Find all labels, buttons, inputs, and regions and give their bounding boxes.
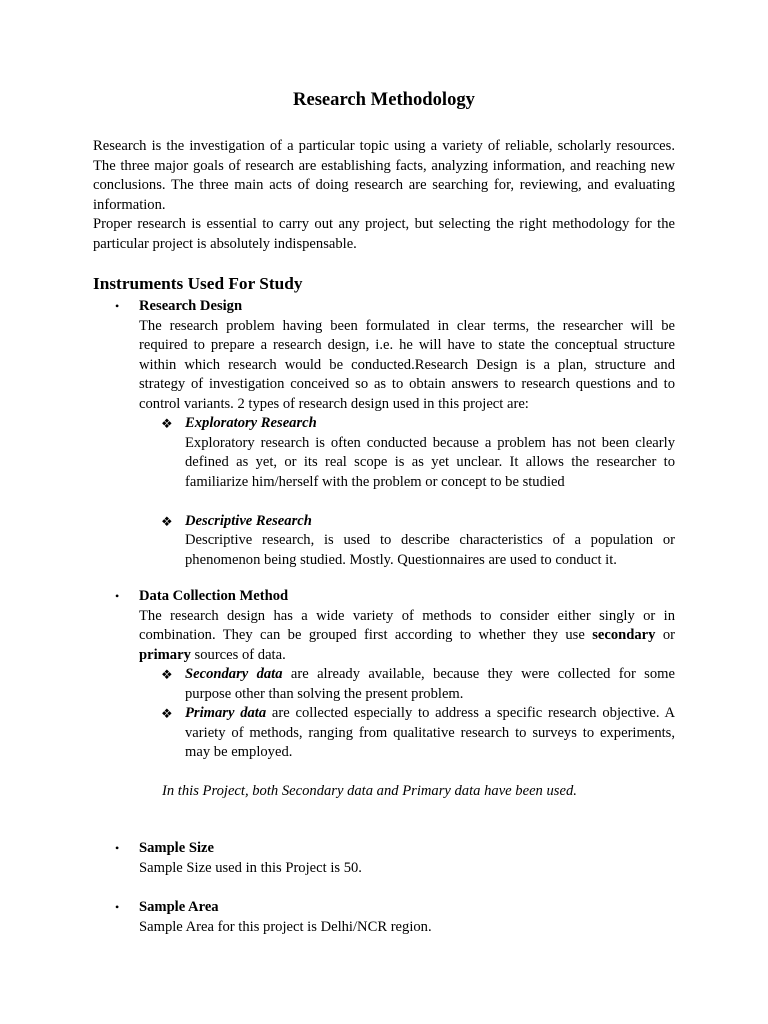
- diamond-bullet-icon: ❖: [161, 706, 173, 721]
- intro-paragraph-2: Proper research is essential to carry out any project, but selecting the right methodology for the particular project is absolutely indispensable.: [93, 216, 675, 252]
- document-title: Research Methodology: [293, 89, 475, 110]
- secondary-data-body: are already available, because they were collected for some purpose other than solving the present problem.: [185, 666, 675, 702]
- section-heading: Instruments Used For Study: [93, 274, 303, 293]
- list-item: [139, 512, 675, 571]
- secondary-data-term: Secondary data: [185, 666, 283, 682]
- exploratory-heading: Exploratory Research: [185, 415, 317, 431]
- list-item: [93, 587, 675, 802]
- research-types-list: [139, 414, 675, 570]
- primary-keyword: primary: [139, 646, 191, 663]
- research-design-body: The research problem having been formulated in clear terms, the researcher will be required to prepare a research design, i.e. he will have to state the conceptual structure within which research would be conducted.Research Design is a plan, structure and strategy of investigation conceived so as to obtain answers to research questions and to control variants. 2 types of research design used in this project are:: [139, 317, 675, 412]
- sample-area-section: [93, 898, 675, 937]
- data-collection-body-end: sources of data.: [194, 646, 286, 663]
- list-item: [139, 665, 675, 704]
- primary-data-item: [185, 704, 675, 763]
- secondary-data-item: [185, 665, 675, 704]
- list-item: [93, 898, 675, 937]
- list-item: [93, 839, 675, 878]
- sample-area-body: Sample Area for this project is Delhi/NCR region.: [139, 918, 432, 935]
- diamond-bullet-icon: ❖: [161, 513, 173, 529]
- descriptive-heading: Descriptive Research: [185, 512, 312, 529]
- data-collection-body-start: The research design has a wide variety of methods to consider either singly or in combination. They can be grouped first according to whether they use: [139, 607, 675, 643]
- sample-size-body: Sample Size used in this Project is 50.: [139, 859, 362, 876]
- primary-data-term: Primary data: [185, 705, 267, 721]
- data-types-list: [139, 665, 675, 763]
- or-word: or: [662, 627, 675, 643]
- bullet-icon: •: [115, 900, 120, 914]
- sample-size-heading: Sample Size: [139, 840, 214, 856]
- exploratory-body: Exploratory research is often conducted because a problem has not been clearly defined as yet, or its real scope is as yet unclear. It allows the researcher to familiarize him/herself with the problem or concept to be studied: [185, 434, 675, 490]
- research-design-heading: Research Design: [139, 298, 243, 314]
- data-collection-body: [139, 607, 675, 666]
- data-collection-section: [93, 587, 675, 802]
- bullet-icon: •: [115, 841, 120, 855]
- descriptive-body: Descriptive research, is used to describe characteristics of a population or phenomenon being studied. Mostly. Questionnaires are used to conduct it.: [185, 532, 675, 568]
- spacer: [139, 492, 675, 512]
- sample-area-heading: Sample Area: [139, 899, 219, 915]
- sample-size-section: [93, 839, 675, 878]
- list-item: [93, 297, 675, 570]
- bullet-icon: •: [115, 589, 120, 603]
- data-usage-note: In this Project, both Secondary data and Primary data have been used.: [162, 783, 577, 799]
- intro-paragraph-1: Research is the investigation of a particular topic using a variety of reliable, scholarly resources. The three major goals of research are establishing facts, analyzing information, and reaching new conclusions. The three main acts of doing research are searching for, reviewing, and evaluating information.: [93, 138, 675, 213]
- secondary-keyword: secondary: [592, 627, 656, 643]
- spacer: [139, 763, 675, 783]
- list-item: [139, 704, 675, 763]
- intro-section: [93, 137, 675, 254]
- diamond-bullet-icon: ❖: [161, 416, 173, 431]
- bullet-icon: •: [115, 299, 120, 313]
- primary-data-body: are collected especially to address a specific research objective. A variety of methods, ranging from qualitative research to surveys to experiments, may be employed.: [185, 705, 675, 760]
- diamond-bullet-icon: ❖: [161, 667, 173, 682]
- research-design-section: [93, 297, 675, 570]
- data-collection-heading: Data Collection Method: [139, 588, 289, 604]
- list-item: [139, 414, 675, 492]
